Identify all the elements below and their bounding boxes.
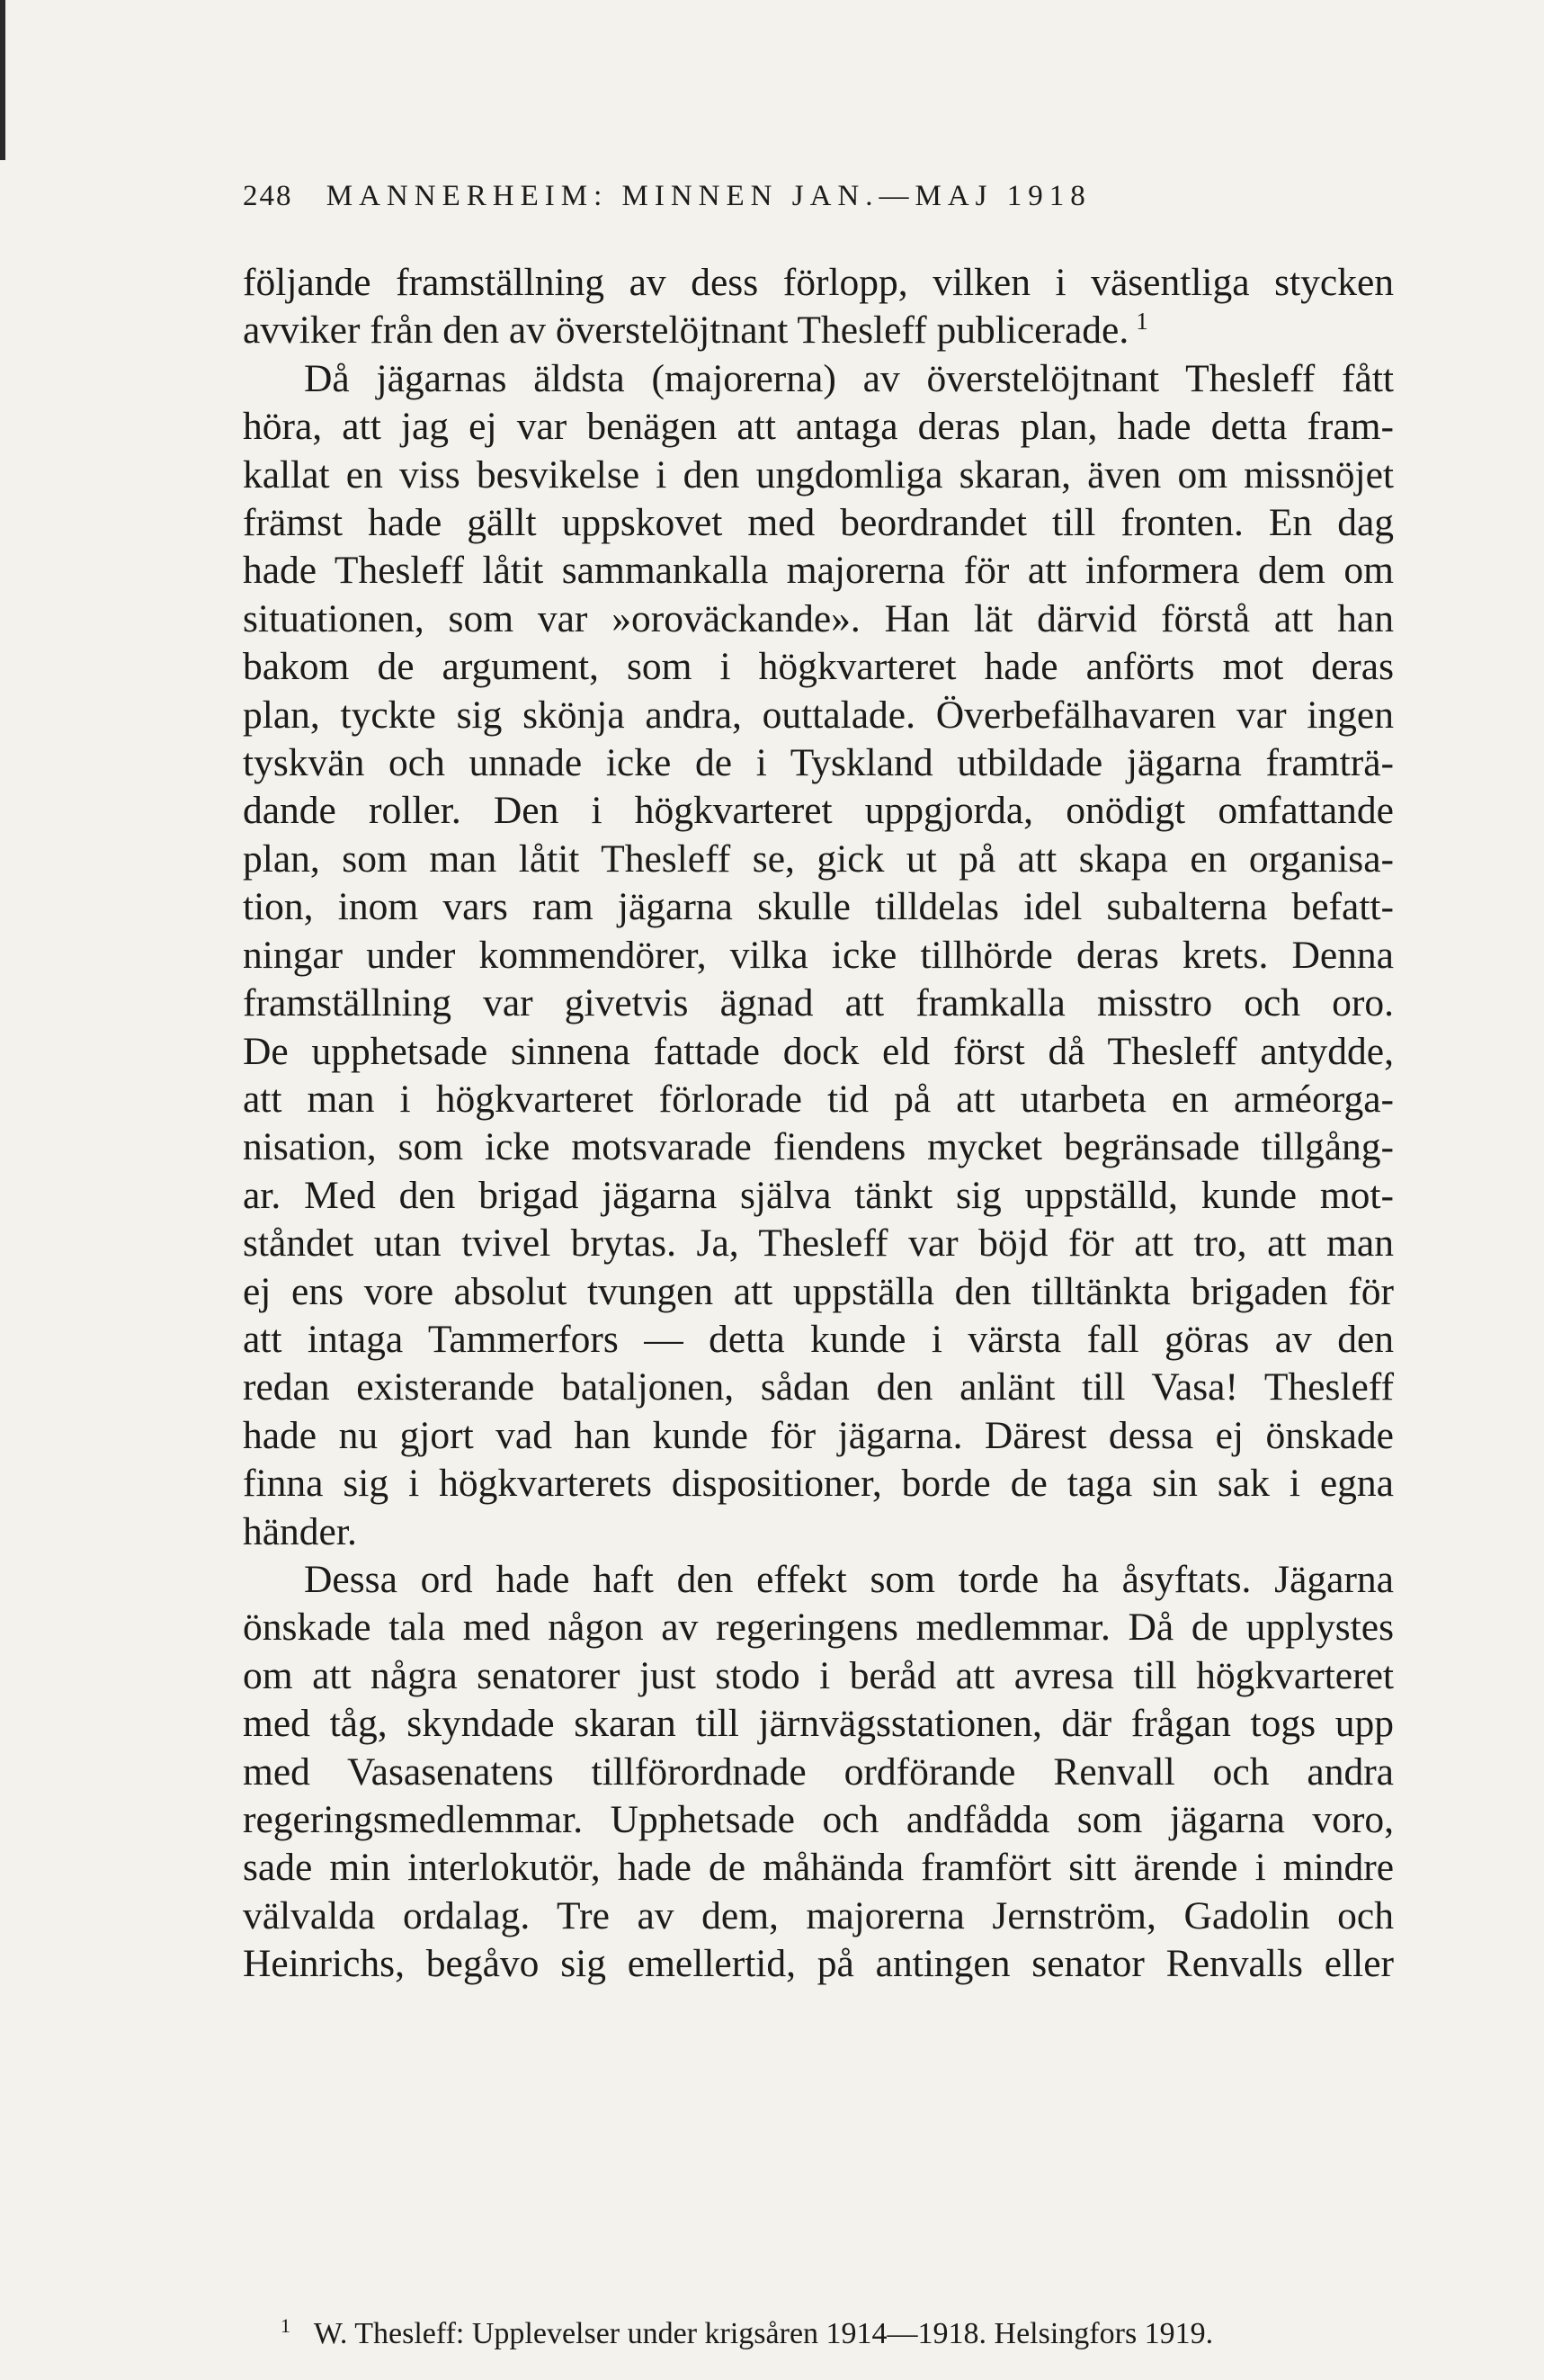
running-title: MANNERHEIM: MINNEN JAN.—MAJ 1918 xyxy=(326,180,1092,212)
text-line: ståndet utan tvivel brytas. Ja, Thesleff var böjd för att tro, att man xyxy=(243,1221,1394,1266)
text-line: Då jägarnas äldsta (majorerna) av överstelöjtnant Thesleff fått xyxy=(304,356,1394,400)
text-line: att intaga Tammerfors — detta kunde i värsta fall göras av den xyxy=(243,1317,1394,1361)
text-line: redan existerande bataljonen, sådan den anlänt till Vasa! Thesleff xyxy=(243,1365,1394,1409)
text-line: främst hade gällt uppskovet med beordrandet till fronten. En dag xyxy=(243,501,1394,545)
text-line: avviker från den av överstelöjtnant Thesleff publicerade. $^1$ xyxy=(243,307,1148,353)
text-line: finna sig i högkvarterets dispositioner, borde de taga sin sak i egna xyxy=(243,1462,1394,1506)
text-line: plan, tyckte sig skönja andra, outtalade. Överbefälhavaren var ingen xyxy=(243,693,1394,737)
text-line: med Vasasenatens tillförordnade ordförande Renvall och andra xyxy=(243,1749,1394,1794)
text-line: De upphetsade sinnena fattade dock eld först då Thesleff antydde, xyxy=(243,1029,1394,1073)
text-line: tion, inom vars ram jägarna skulle tilldelas idel subalterna befatt- xyxy=(243,885,1394,929)
text-line: plan, som man låtit Thesleff se, gick ut på att skapa en organisa- xyxy=(243,837,1394,881)
page-number: 248 xyxy=(243,180,293,212)
body-text xyxy=(243,259,1394,1989)
text-line: om att några senatorer just stodo i beråd att avresa till högkvarteret xyxy=(243,1653,1394,1697)
text-line: ar. Med den brigad jägarna själva tänkt sig uppställd, kunde mot- xyxy=(243,1173,1394,1217)
text-line: bakom de argument, som i högkvarteret hade anförts mot deras xyxy=(243,645,1394,689)
text-line: Dessa ord hade haft den effekt som torde ha åsyftats. Jägarna xyxy=(304,1557,1394,1601)
footnote-text: W. Thesleff: Upplevelser under krigsåren 1914—1918. Helsingfors 1919. xyxy=(313,2317,1214,2350)
footnote-marker: 1 xyxy=(281,2313,290,2337)
footnote-reference: 1 xyxy=(1136,307,1148,335)
text-line: kallat en viss besvikelse i den ungdomliga skaran, även om missnöjet xyxy=(243,452,1394,497)
text-line: nisation, som icke motsvarade fiendens mycket begränsade tillgång- xyxy=(243,1125,1394,1169)
text-line: höra, att jag ej var benägen att antaga deras plan, hade detta fram- xyxy=(243,405,1394,449)
text-line: ej ens vore absolut tvungen att uppställa den tilltänkta brigaden för xyxy=(243,1269,1394,1313)
text-line: regeringsmedlemmar. Upphetsade och andfådda som jägarna voro, xyxy=(243,1798,1394,1841)
text-line: följande framställning av dess förlopp, vilken i väsentliga stycken xyxy=(243,261,1394,304)
text-line: hade Thesleff låtit sammankalla majorerna för att informera dem om xyxy=(243,549,1394,593)
text-line: situationen, som var »oroväckande». Han lät därvid förstå att han xyxy=(243,596,1394,640)
text-line: Heinrichs, begåvo sig emellertid, på antingen senator Renvalls eller xyxy=(243,1942,1394,1986)
text-line: önskade tala med någon av regeringens medlemmar. Då de upplystes xyxy=(243,1606,1394,1650)
text-line: med tåg, skyndade skaran till järnvägsstationen, där frågan togs upp xyxy=(243,1702,1394,1746)
text-line: dande roller. Den i högkvarteret uppgjorda, onödigt omfattande xyxy=(243,789,1394,833)
footnote xyxy=(281,2313,1360,2351)
text-line: tyskvän och unnade icke de i Tyskland utbildade jägarna framträ- xyxy=(243,741,1394,785)
page-edge-mark xyxy=(0,0,5,160)
text-line: händer. xyxy=(243,1509,357,1553)
text-line: framställning var givetvis ägnad att framkalla misstro och oro. xyxy=(243,981,1394,1025)
text-line: ningar under kommendörer, vilka icke tillhörde deras krets. Denna xyxy=(243,933,1394,977)
text-line: hade nu gjort vad han kunde för jägarna. Därest dessa ej önskade xyxy=(243,1413,1394,1457)
text-line: välvalda ordalag. Tre av dem, majorerna Jernström, Gadolin och xyxy=(243,1893,1394,1937)
text-line: att man i högkvarteret förlorade tid på att utarbeta en arméorga- xyxy=(243,1077,1394,1121)
text-line: sade min interlokutör, hade de måhända framfört sitt ärende i mindre xyxy=(243,1846,1394,1890)
running-header xyxy=(243,180,1322,213)
